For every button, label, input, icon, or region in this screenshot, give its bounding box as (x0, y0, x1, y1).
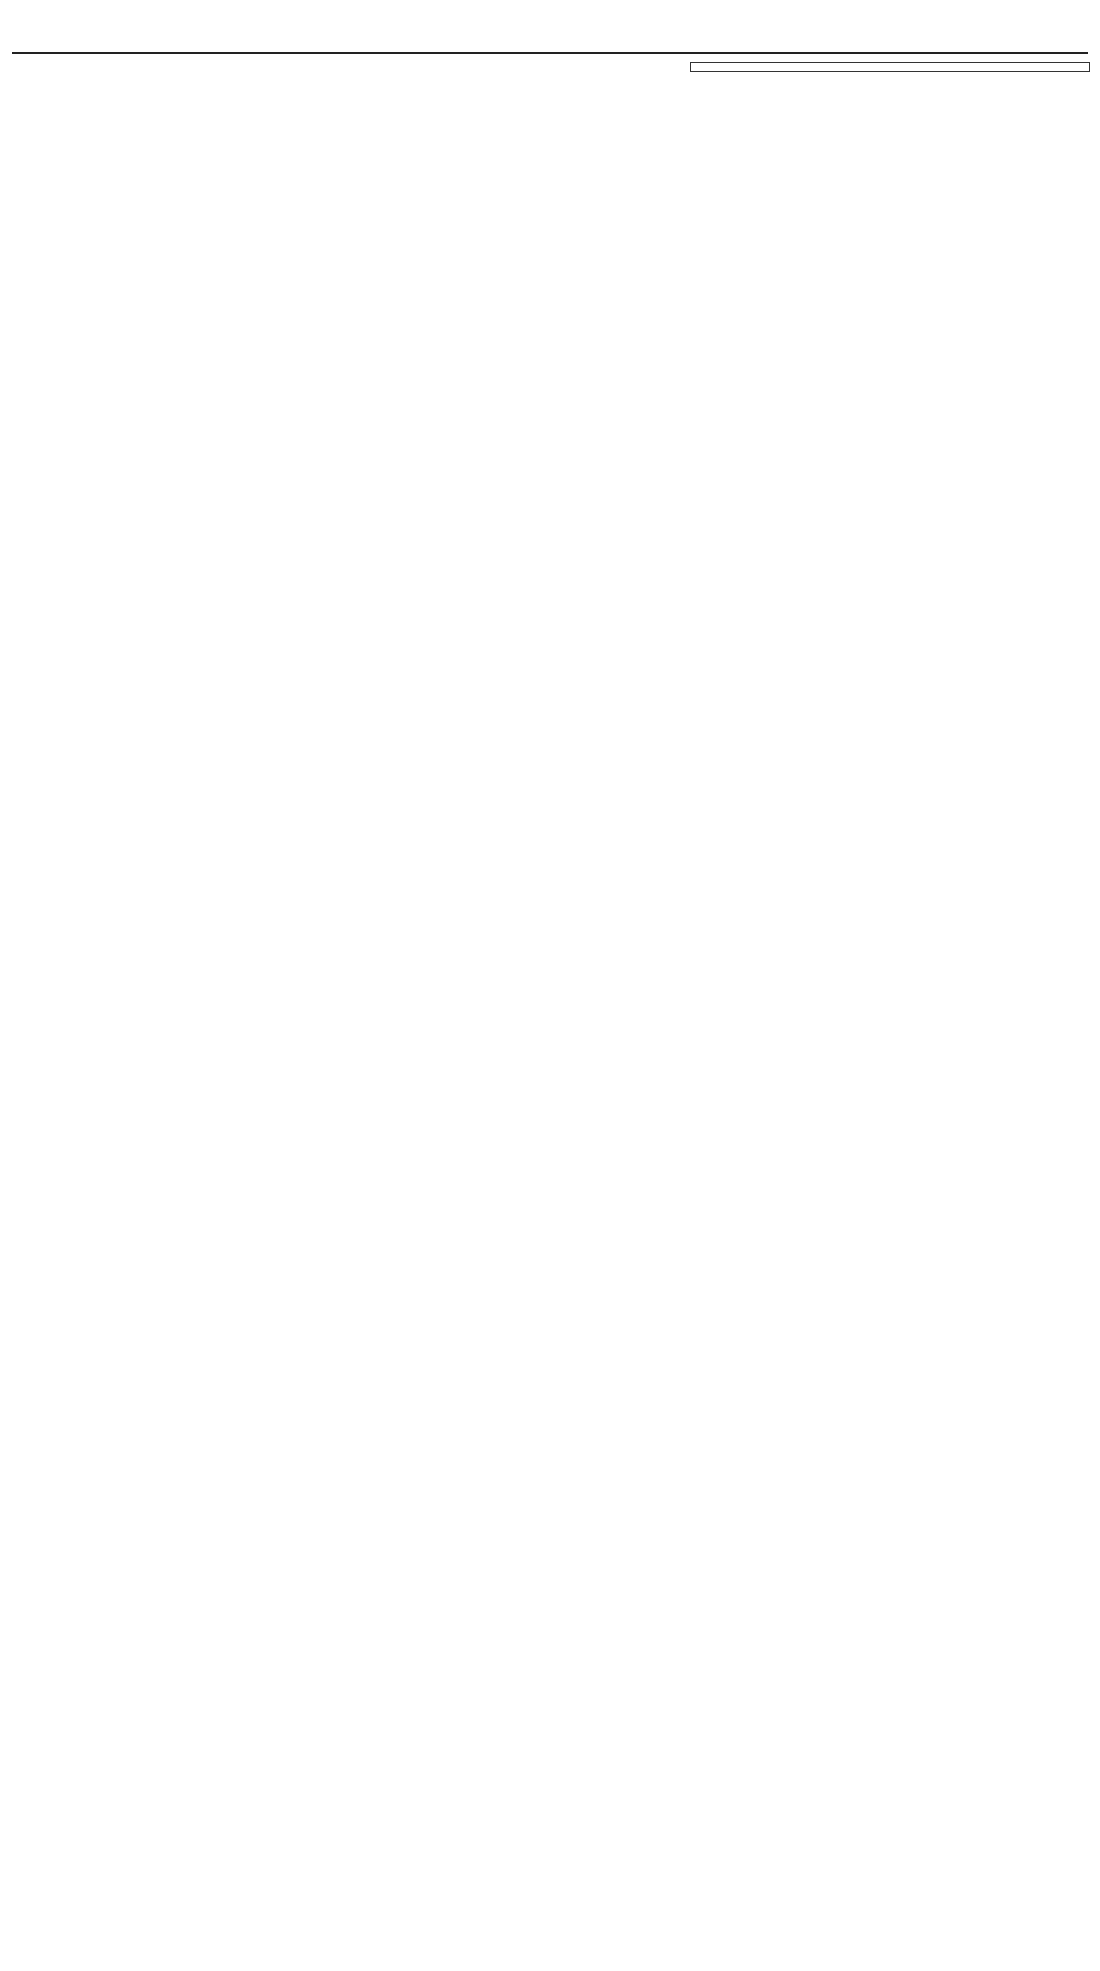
masthead (12, 10, 1088, 54)
notice-camara-primavera (690, 62, 1090, 72)
column-4 (690, 62, 1090, 1963)
column-1 (10, 62, 218, 1963)
column-2 (226, 62, 494, 1963)
column-3 (502, 62, 682, 1963)
